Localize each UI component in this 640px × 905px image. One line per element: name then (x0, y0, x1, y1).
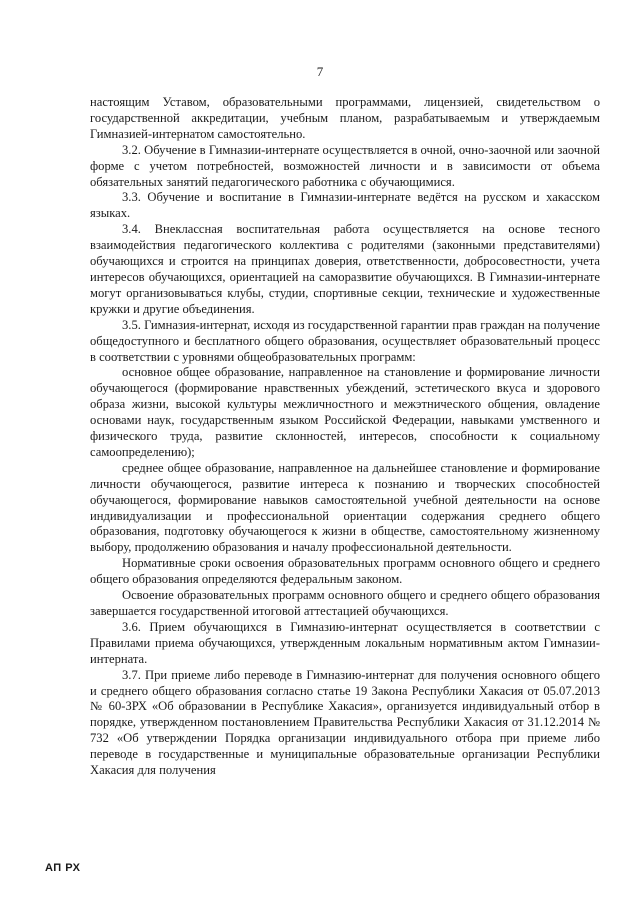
paragraph: Нормативные сроки освоения образовательных программ основного общего и среднего общего образования определяются федеральным законом. (90, 556, 600, 587)
paragraph: 3.4. Внеклассная воспитательная работа осуществляется на основе тесного взаимодействия педагогического коллектива с родителями (законными представителями) обучающихся и строится на принципах доверия, ответственности, добросовестности, учета интересов обучающихся, ориентацией на саморазвитие обучающихся. В Гимназии-интернате могут организовываться клубы, студии, спортивные секции, технические и художественные кружки и другие объединения. (90, 222, 600, 316)
paragraph: 3.5. Гимназия-интернат, исходя из государственной гарантии прав граждан на получение общедоступного и бесплатного общего образования, осуществляет образовательный процесс в соответствии с уровнями общеобразовательных программ: (90, 317, 600, 364)
page-number: 7 (316, 64, 324, 79)
paragraph: настоящим Уставом, образовательными программами, лицензией, свидетельством о государственной аккредитации, учебным планом, разрабатываемым и утверждаемым Гимназией-интернатом самостоятельно. (90, 95, 600, 141)
document-body (90, 95, 600, 779)
paragraph: среднее общее образование, направленное на дальнейшее становление и формирование личности обучающегося, развитие интереса к познанию и творческих способностей обучающегося, формирование навыков самостоятельной учебной деятельности на основе индивидуализации и профессиональной ориентации содержания среднего общего образования, подготовку обучающегося к жизни в обществе, самостоятельному жизненному выбору, продолжению образования и началу профессиональной деятельности. (90, 460, 600, 555)
paragraph: Освоение образовательных программ основного общего и среднего общего образования завершается государственной итоговой аттестацией обучающихся. (90, 588, 600, 618)
paragraph: основное общее образование, направленное на становление и формирование личности обучающегося (формирование нравственных убеждений, эстетического вкуса и здорового образа жизни, высокой культуры межличностного и межэтнического общения, овладение основами наук, государственным языком Российской Федерации, навыками умственного и физического труда, развитие склонностей, интересов, способности к социальному самоопределению); (90, 365, 600, 459)
paragraph: 3.7. При приеме либо переводе в Гимназию-интернат для получения основного общего и среднего общего образования согласно статье 19 Закона Республики Хакасия от 05.07.2013 № 60-ЗРХ «Об образовании в Республике Хакасия», организуется индивидуальный отбор в порядке, утвержденном постановлением Правительства Республики Хакасия от 31.12.2014 № 732 «Об утверждении Порядка организации индивидуального отбора при приеме либо переводе в государственные и муниципальные образовательные организации Республики Хакасия для получения (90, 667, 600, 778)
paragraph: 3.6. Прием обучающихся в Гимназию-интернат осуществляется в соответствии с Правилами приема обучающихся, утвержденным локальным нормативным актом Гимназии-интерната. (90, 619, 600, 666)
paragraph: 3.3. Обучение и воспитание в Гимназии-интернате ведётся на русском и хакасском языках. (90, 190, 600, 221)
paragraph: 3.2. Обучение в Гимназии-интернате осуществляется в очной, очно-заочной или заочной форме с учетом потребностей, возможностей личности и в зависимости от объема обязательных занятий педагогического работника с обучающимися. (90, 142, 600, 189)
footer-mark: АП РХ (45, 862, 81, 874)
